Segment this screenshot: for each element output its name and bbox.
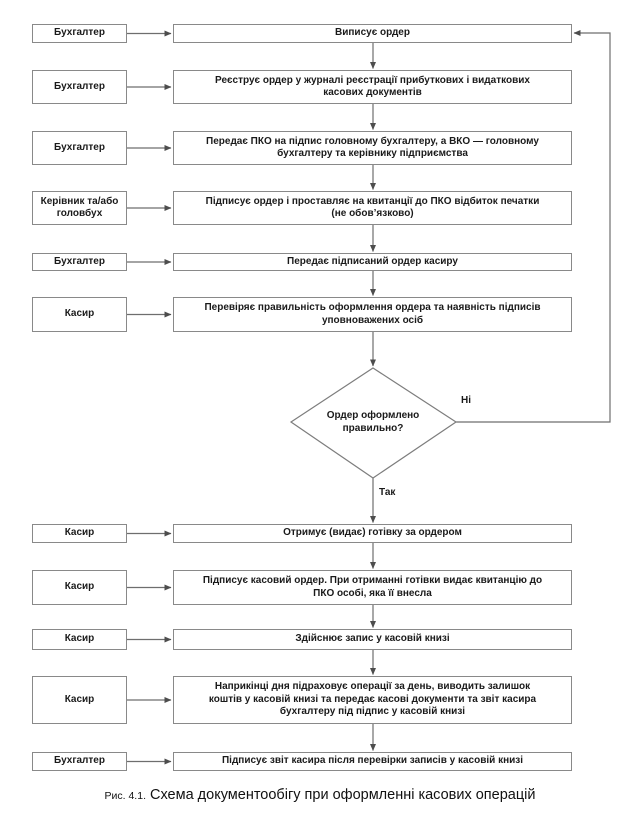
flow-row — [0, 629, 640, 650]
flow-row — [0, 24, 640, 43]
actor-box — [32, 70, 127, 104]
actor-box — [32, 570, 127, 605]
process-label: Підписує касовий ордер. При отриманні готівки видає квитанцію до ПКО особі, яка її внесла — [202, 575, 543, 599]
process-label: Здійснює запис у касовій книзі — [295, 633, 450, 645]
process-label: Передає ПКО на підпис головному бухгалтеру, а ВКО — головному бухгалтеру та керівнику підприємства — [206, 135, 539, 159]
actor-label: Бухгалтер — [54, 80, 105, 92]
actor-label: Касир — [64, 527, 95, 539]
actor-label: Керівник та/або головбух — [40, 195, 119, 219]
actor-label: Касир — [64, 308, 95, 320]
flow-row — [0, 253, 640, 271]
decision-yes-label: Так — [379, 487, 396, 498]
decision-no-label: Ні — [461, 395, 471, 406]
actor-label: Бухгалтер — [54, 755, 105, 767]
flow-row — [0, 191, 640, 225]
process-box — [173, 752, 572, 771]
actor-label: Касир — [64, 581, 95, 593]
flow-row — [0, 131, 640, 165]
process-box — [173, 676, 572, 724]
actor-box — [32, 629, 127, 650]
actor-label: Бухгалтер — [54, 27, 105, 39]
process-label: Наприкінці дня підраховує операції за день, виводить залишок коштів у касовій книзі та передає касові документи та звіт касира бухгалтеру під підпис у касовій книзі — [208, 681, 537, 718]
actor-box — [32, 253, 127, 271]
process-box — [173, 24, 572, 43]
actor-box — [32, 191, 127, 225]
process-box — [173, 131, 572, 165]
flow-row — [0, 297, 640, 332]
actor-label: Бухгалтер — [54, 141, 105, 153]
figure-caption — [0, 786, 640, 804]
process-label: Реєструє ордер у журналі реєстрації прибуткових і видаткових касових документів — [215, 74, 530, 98]
actor-box — [32, 676, 127, 724]
flow-row — [0, 70, 640, 104]
process-box — [173, 570, 572, 605]
process-label: Отримує (видає) готівку за ордером — [283, 527, 462, 539]
flow-row — [0, 524, 640, 543]
process-box — [173, 524, 572, 543]
flow-row — [0, 676, 640, 724]
process-box — [173, 70, 572, 104]
actor-label: Касир — [64, 693, 95, 705]
flow-row — [0, 752, 640, 771]
actor-box — [32, 297, 127, 332]
actor-box — [32, 131, 127, 165]
process-label: Перевіряє правильність оформлення ордера та наявність підписів уповноважених осіб — [204, 302, 541, 326]
actor-box — [32, 524, 127, 543]
actor-box — [32, 24, 127, 43]
actor-label: Бухгалтер — [54, 255, 105, 267]
figure-title: Схема документообігу при оформленні касових операцій — [149, 787, 536, 803]
process-box — [173, 191, 572, 225]
process-box — [173, 253, 572, 271]
process-label: Підписує звіт касира після перевірки записів у касовій книзі — [221, 755, 524, 767]
process-box — [173, 297, 572, 332]
process-label: Підписує ордер і проставляє на квитанції до ПКО відбиток печатки (не обов’язково) — [205, 195, 540, 219]
actor-box — [32, 752, 127, 771]
decision-question: Ордер оформлено правильно? — [326, 410, 420, 434]
process-label: Виписує ордер — [335, 27, 410, 39]
flow-row — [0, 570, 640, 605]
process-label: Передає підписаний ордер касиру — [287, 255, 458, 267]
figure-number: Рис. 4.1. — [104, 790, 146, 802]
process-box — [173, 629, 572, 650]
actor-label: Касир — [64, 633, 95, 645]
